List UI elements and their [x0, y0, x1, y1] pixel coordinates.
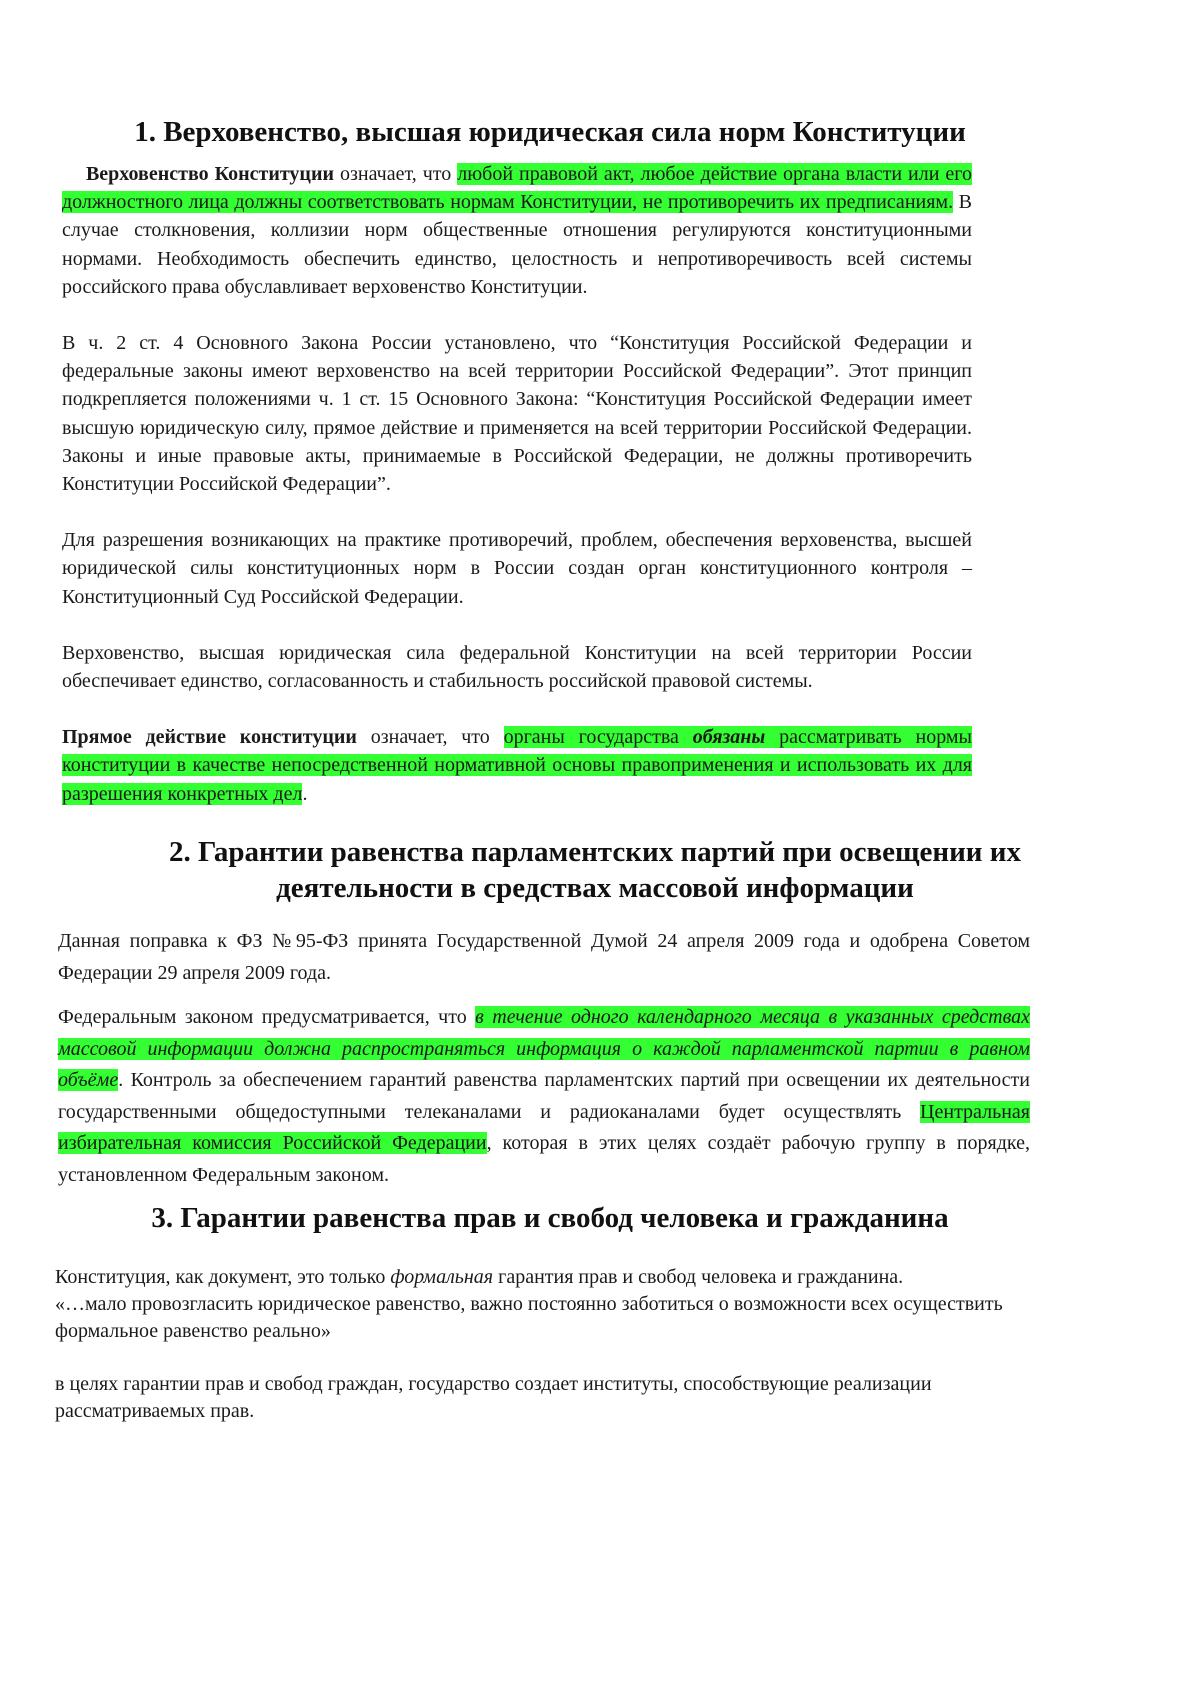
section3-heading: 3. Гарантии равенства прав и свобод человека и гражданина	[151, 1202, 949, 1234]
section2-heading-line1: 2. Гарантии равенства парламентских партий при освещении их	[169, 836, 1021, 868]
section1-p5-text2: .	[302, 782, 308, 805]
section1-body	[62, 160, 972, 808]
section2-paragraph-2	[58, 1002, 1030, 1191]
section3-paragraph-2: в целях гарантии прав и свобод граждан, государство создает институты, способствующие реализации рассматриваемых прав.	[55, 1373, 932, 1422]
section1-p5-highlight-2: рассматривать нормы конституции в качестве непосредственной нормативной основы правоприменения и использовать их для разрешения конкретных дел	[62, 726, 972, 805]
section1-p1-lead: Верховенство Конституции	[85, 163, 334, 185]
section2-p2-highlight-italic: в течение одного календарного месяца в указанных средствах массовой информации должна распространяться информация о каждой парламентской партии в равном объёме	[58, 1006, 1030, 1091]
section1-p1-text2: В случае столкновения, коллизии норм общественные отношения регулируются конституционными нормами. Необходимость обеспечить единство, целостность и непротиворечивость всей системы российского права обуславливает верховенство Конституции.	[62, 191, 972, 298]
section3-p1-text2: гарантия прав и свобод человека и гражданина.	[493, 1266, 904, 1288]
section2-p2-text3: , которая в этих целях создаёт рабочую группу в порядке, установленном Федеральным законом.	[58, 1132, 1030, 1186]
section1-paragraph-4: Верховенство, высшая юридическая сила федеральной Конституции на всей территории России обеспечивает единство, согласованность и стабильность российской правовой системы.	[62, 641, 972, 693]
section1-paragraph-1	[62, 160, 972, 301]
section2-paragraph-1: Данная поправка к ФЗ №95-ФЗ принята Государственной Думой 24 апреля 2009 года и одобрена Советом Федерации 29 апреля 2009 года.	[58, 930, 1030, 984]
section3-paragraph-1	[55, 1264, 1055, 1345]
section3-body	[55, 1264, 1055, 1425]
section1-p5-lead: Прямое действие конституции	[62, 726, 357, 749]
section1-heading: 1. Верховенство, высшая юридическая сила норм Конституции	[134, 116, 966, 148]
section2-p2-highlight: Центральная избирательная комиссия Российской Федерации	[58, 1100, 1030, 1154]
section2-p2-text1: Федеральным законом предусматривается, что	[58, 1006, 476, 1028]
section1-p5-text1: означает, что	[356, 726, 504, 749]
section1-p5-highlight-emphasis: обязаны	[692, 726, 766, 749]
section2-heading-line2: деятельности в средствах массовой информации	[276, 872, 914, 904]
section1-paragraph-2: В ч. 2 ст. 4 Основного Закона России установлено, что “Конституция Российской Федерации и федеральные законы имеют верховенство на всей территории Российской Федерации”. Этот принцип подкрепляется положениями ч. 1 ст. 15 Основного Закона: “Конституция Российской Федерации имеет высшую юридическую силу, прямое действие и применяется на всей территории Российской Федерации. Законы и иные правовые акты, принимаемые в Российской Федерации, не должны противоречить Конституции Российской Федерации”.	[62, 332, 972, 496]
section1-p5-highlight-1: органы государства	[503, 726, 693, 749]
section3-p1-italic: формальная	[390, 1266, 494, 1288]
section1-p1-highlight: любой правовой акт, любое действие органа власти или его должностного лица должны соответствовать нормам Конституции, не противоречить их предписаниям.	[62, 163, 973, 214]
section1-paragraph-3: Для разрешения возникающих на практике противоречий, проблем, обеспечения верховенства, высшей юридической силы конституционных норм в России создан орган конституционного контроля – Конституционный Суд Российской Федерации.	[62, 529, 972, 608]
section3-p1-quote: «…мало провозгласить юридическое равенство, важно постоянно заботиться о возможности всех осуществить формальное равенство реально»	[55, 1293, 1003, 1342]
section2-p2-text2: . Контроль за обеспечением гарантий равенства парламентских партий при освещении их деятельности государственными общедоступными телеканалами и радиоканалами будет осуществлять	[58, 1069, 1030, 1123]
section1-paragraph-5	[62, 723, 972, 808]
section2-heading	[60, 834, 1130, 906]
section2-body	[58, 926, 1030, 1191]
section1-p1-text1: означает, что	[334, 163, 458, 185]
section3-p1-text1: Конституция, как документ, это только	[55, 1266, 391, 1288]
